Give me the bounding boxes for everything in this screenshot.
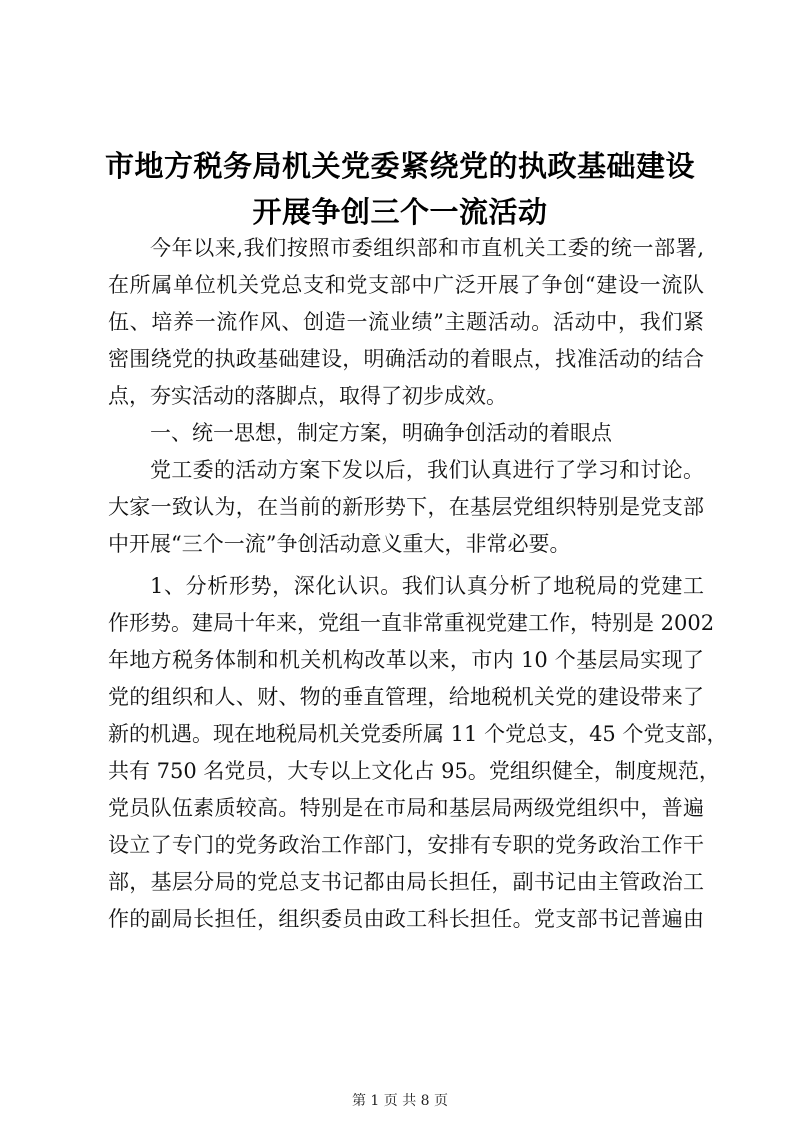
body-line: 设立了专门的党务政治工作部门，安排有专职的党务政治工作干 [108,833,704,857]
body-line: 作形势。建局十年来，党组一直非常重视党建工作，特别是 2002 [108,611,715,635]
page-number-footer: 第 1 页 共 8 页 [351,1093,449,1109]
document-title-line-1: 市地方税务局机关党委紧绕党的执政基础建设 [104,149,695,183]
body-line: 部，基层分局的党总支书记都由局长担任，副书记由主管政治工 [108,870,704,894]
body-line: 党员队伍素质较高。特别是在市局和基层局两级党组织中，普遍 [108,796,704,820]
body-line: 大家一致认为，在当前的新形势下，在基层党组织特别是党支部 [108,495,704,519]
body-line: 伍、培养一流作风、创造一流业绩”主题活动。活动中，我们紧 [108,310,704,334]
body-line: 党工委的活动方案下发以后，我们认真进行了学习和讨论。 [150,458,704,482]
body-line: 作的副局长担任，组织委员由政工科长担任。党支部书记普遍由 [108,907,704,931]
body-line: 党的组织和人、财、物的垂直管理，给地税机关党的建设带来了 [108,685,704,709]
body-line: 点，夯实活动的落脚点，取得了初步成效。 [108,384,507,408]
body-line: 1、分析形势，深化认识。我们认真分析了地税局的党建工 [150,574,704,598]
body-line: 新的机遇。现在地税局机关党委所属 11 个党总支，45 个党支部， [108,722,728,746]
body-line: 今年以来,我们按照市委组织部和市直机关工委的统一部署, [150,236,704,260]
document-title-line-2: 开展争创三个一流活动 [252,195,548,229]
body-line: 年地方税务体制和机关机构改革以来，市内 10 个基层局实现了 [108,648,704,672]
body-line: 共有 750 名党员，大专以上文化占 95。党组织健全，制度规范， [108,759,720,783]
section-heading: 一、统一思想，制定方案，明确争创活动的着眼点 [150,421,612,445]
body-line: 中开展“三个一流”争创活动意义重大，非常必要。 [108,532,571,556]
body-line: 在所属单位机关党总支和党支部中广泛开展了争创“建设一流队 [108,273,704,297]
body-line: 密围绕党的执政基础建设，明确活动的着眼点，找准活动的结合 [108,347,704,371]
